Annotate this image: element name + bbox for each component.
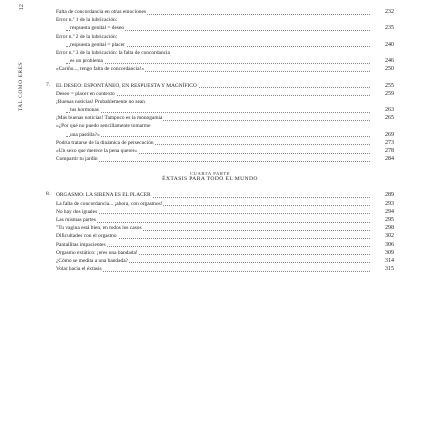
toc-entry-title: "Tu vagina está bien, en todos los casos — [56, 225, 142, 232]
toc-entry — [56, 191, 414, 199]
toc-entry-title: Las mismas partes — [56, 216, 96, 223]
toc-entry — [56, 208, 414, 216]
toc-entry — [56, 24, 414, 32]
toc-entry-page: 269 — [385, 131, 394, 138]
toc-entry-page: 302 — [385, 233, 394, 240]
toc-entry — [56, 98, 414, 106]
toc-entry-page: 314 — [385, 257, 394, 264]
toc-entry — [56, 241, 414, 249]
toc-entry-page: 289 — [385, 192, 394, 199]
toc-entry-page: 250 — [385, 66, 394, 73]
toc-entry-title: Falta de concordancia en otras emociones — [56, 9, 146, 15]
toc-entry-title: Deseo = placer en contexto — [56, 90, 115, 97]
toc-entry-title: Error n.º 1 de la lubricación: — [56, 17, 118, 24]
toc-entry-title: «¿Por qué no puedo sencillamente tomarme — [56, 123, 151, 130]
toc-entry-title: Volar hacia el éxtasis — [56, 266, 102, 273]
toc-entry — [56, 106, 414, 114]
toc-entry-title: EL DESEO: ESPONTÁNEO, EN RESPUESTA Y MAGNÍFICO — [56, 82, 197, 89]
toc-entry — [56, 90, 414, 98]
section-6 — [46, 8, 414, 74]
toc-entry-page: 240 — [385, 41, 394, 48]
table-of-contents — [46, 8, 414, 273]
toc-entry-title: ¡Más buenas noticias! Tampoco es la monogamia — [56, 115, 163, 122]
part-title: ÉXTASIS PARA TODO EL MUNDO — [162, 176, 258, 183]
toc-entry — [56, 147, 414, 155]
toc-entry-title: tus hormonas — [70, 107, 99, 114]
toc-entry-title: respuesta genital = placer — [70, 41, 125, 48]
page-number: 12 — [18, 4, 25, 11]
toc-entry-page: 315 — [385, 266, 394, 273]
toc-entry-title: ORGASMO: LA SIRENA ES EL PLACER — [56, 192, 151, 199]
toc-entry-page: 294 — [385, 208, 394, 215]
part-label: CUARTA PARTE — [189, 171, 231, 177]
toc-entry-title: No hay dos iguales — [56, 208, 98, 215]
toc-entry — [56, 65, 414, 73]
section-number: 7. — [46, 81, 51, 88]
toc-entry — [56, 232, 414, 240]
toc-entry-title: Error n.º 2 de la lubricación: — [56, 33, 118, 40]
toc-entry — [56, 82, 414, 90]
toc-entry-title: ¿Cómo se medita a una bandada? — [56, 257, 128, 264]
toc-entry-title: Error n.º 3 de la lubricación: la falta de concordancia — [56, 49, 170, 56]
toc-entry-page: 293 — [385, 200, 394, 207]
leader-dots — [66, 271, 370, 272]
toc-entry — [56, 122, 414, 130]
toc-entry — [56, 16, 414, 24]
toc-entry — [56, 49, 414, 57]
leader-dots — [66, 112, 370, 113]
section-number: 8. — [46, 191, 51, 198]
toc-entry-page: 265 — [385, 115, 394, 122]
toc-entry — [56, 265, 414, 273]
running-head: TAL COMO ERES — [18, 62, 24, 112]
toc-entry-title: una pastilla?» — [70, 131, 100, 138]
toc-entry-title: «Un sexo que merece la pena querer» — [56, 148, 138, 154]
toc-entry — [56, 155, 414, 163]
toc-entry-title: respuesta genital = deseo — [70, 25, 125, 32]
toc-entry-title: Pantallitas impacientes — [56, 241, 106, 248]
toc-entry-page: 298 — [385, 225, 394, 232]
leader-dots — [66, 161, 370, 162]
leader-dots — [66, 246, 370, 247]
toc-entry — [56, 114, 414, 122]
toc-entry-title: Dificultades con el orgasmo — [56, 233, 117, 240]
toc-entry-page: 273 — [385, 139, 394, 146]
toc-entry-page: 259 — [385, 90, 394, 97]
toc-entry-title: Compartir tu jardín — [56, 156, 98, 163]
toc-entry — [56, 249, 414, 257]
toc-entry — [56, 33, 414, 41]
toc-entry-page: 306 — [385, 241, 394, 248]
toc-entry-title: Orgasmo extático: ¡eres una bandada! — [56, 249, 138, 256]
toc-entry-page: 255 — [385, 82, 394, 89]
toc-entry — [56, 216, 414, 224]
toc-entry-page: 278 — [385, 148, 394, 154]
leader-dots — [66, 63, 370, 64]
toc-entry-page: 309 — [385, 249, 394, 256]
toc-entry — [56, 224, 414, 232]
toc-entry — [56, 139, 414, 147]
toc-entry-page: 235 — [385, 25, 394, 32]
toc-entry-page: 232 — [385, 9, 394, 15]
toc-entry — [56, 57, 414, 65]
leader-dots — [66, 222, 370, 223]
toc-entry — [56, 131, 414, 139]
toc-entry — [56, 41, 414, 49]
toc-entry-title: es un problema — [70, 58, 103, 65]
toc-entry-title: ¡Buenas noticias! Probablemente no sean — [56, 98, 145, 105]
page-gutter — [0, 0, 34, 424]
toc-entry — [56, 257, 414, 265]
toc-entry — [56, 200, 414, 208]
toc-entry-page: 246 — [385, 58, 394, 65]
toc-entry — [56, 8, 414, 16]
toc-entry-page: 263 — [385, 107, 394, 114]
section-7 — [46, 82, 414, 164]
leader-dots — [66, 136, 370, 137]
toc-entry-title: La falta de concordancia... ¡ahora, con orgasmos! — [56, 200, 163, 207]
leader-dots — [66, 213, 370, 214]
toc-entry-page: 295 — [385, 216, 394, 223]
toc-entry-page: 284 — [385, 156, 394, 163]
section-8 — [46, 191, 414, 273]
toc-entry-title: «Cariño..., tengo falta de concordancia!» — [56, 66, 145, 73]
toc-entry-title: Podría tratarse de la dinámica de persecución — [56, 139, 154, 146]
